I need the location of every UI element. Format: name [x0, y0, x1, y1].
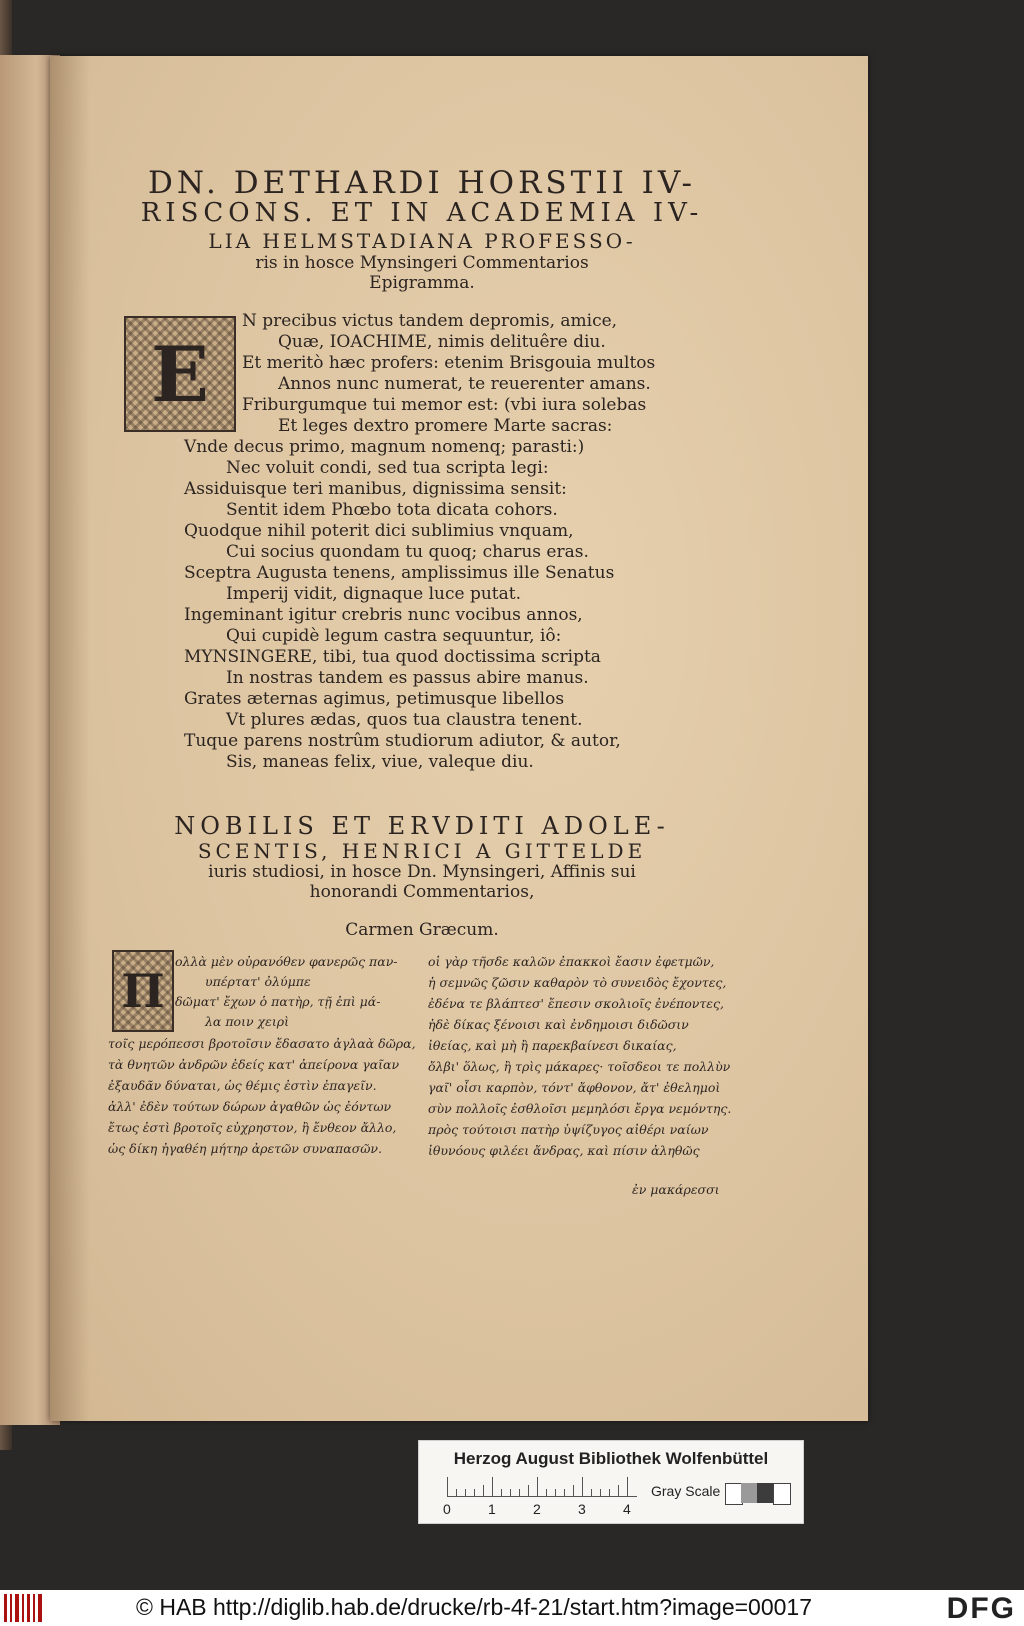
greek-line-right: οἱ γὰρ τῆσδε καλῶν ἐπακκοὶ ἔασιν ἐφετμῶν,: [428, 954, 715, 969]
poem-line: Quodque nihil poterit dici sublimius vnquam,: [184, 521, 574, 541]
poem-line: Quæ, IOACHIME, nimis delituêre diu.: [278, 332, 606, 352]
ruler-number: 2: [533, 1501, 541, 1517]
heading-line-2: RISCONS. ET IN ACADEMIA IV-: [140, 198, 704, 228]
poem-line: Et meritò hæc profers: etenim Brisgouia multos: [242, 353, 656, 373]
poem-line: Assiduisque teri manibus, dignissima sensit:: [184, 479, 567, 499]
greek-line-right: ἠ σεμνῶς ζῶσιν καθαρὸν τὸ συνειδὸς ἔχοντες,: [428, 975, 727, 990]
greek-line-right: ἠδὲ δίκας ξένοισι καὶ ἐνδημοισι διδῶσιν: [428, 1017, 689, 1032]
poem-line: Et leges dextro promere Marte sacras:: [278, 416, 613, 436]
decorated-initial-e: E: [124, 316, 236, 432]
greek-line-left: ἔτως ἐστὶ βροτοῖς εὐχρηστον, ἢ ἔνθεον ἄλλο,: [108, 1120, 397, 1135]
poem-line: Cui socius quondam tu quoq; charus eras.: [226, 542, 589, 562]
heading-line-4: ris in hosce Mynsingeri Commentarios: [255, 253, 589, 273]
gray-swatch: [773, 1483, 791, 1505]
poem-line: Vnde decus primo, magnum nomenq; parasti:): [184, 437, 585, 457]
poem-line: Nec voluit condi, sed tua scripta legi:: [226, 458, 549, 478]
poem-line: Imperij vidit, dignaque luce putat.: [226, 584, 522, 604]
hab-logo-icon: [4, 1594, 44, 1622]
poem-line: Vt plures ædas, quos tua claustra tenent.: [226, 710, 583, 730]
greek-line-left: ἀλλ' ἐδὲν τούτων δώρων ἀγαθῶν ὡς ἐόντων: [108, 1099, 392, 1114]
greek-line-left: ολλὰ μὲν οὐρανόθεν φανερῶς παν-: [175, 954, 398, 969]
footer-bar: [0, 1590, 1024, 1626]
gray-swatch: [741, 1483, 757, 1503]
poem-line: Sceptra Augusta tenens, amplissimus ille Senatus: [184, 563, 615, 583]
greek-line-right: ἰθείας, καὶ μὴ ἢ παρεκβαίνεσι δικαίας,: [428, 1038, 677, 1053]
poem-line: Qui cupidè legum castra sequuntur, iô:: [226, 626, 562, 646]
ruler: [447, 1477, 637, 1497]
heading-line-3: LIA HELMSTADIANA PROFESSO-: [208, 229, 636, 253]
greek-line-right: ἰθυνόους φιλέει ἄνδρας, καὶ πίσιν ἀληθῶς: [428, 1143, 700, 1158]
gray-scale-label: Gray Scale: [651, 1483, 721, 1499]
greek-line-right: γαῖ' οἶσι καρπὸν, τόντ' ἄφθονον, ἄτ' ἐθελημοὶ: [428, 1080, 721, 1095]
greek-line-right: ἐδένα τε βλάπτεσ' ἔπεσιν σκολιοῖς ἐνέποντες,: [428, 996, 724, 1011]
heading2-line-4: honorandi Commentarios,: [309, 882, 535, 902]
ruler-number: 1: [488, 1501, 496, 1517]
heading2-line-2: SCENTIS, HENRICI A GITTELDE: [197, 839, 647, 863]
greek-line-right: ὄλβι' ὅλως, ἢ τρὶς μάκαρες· τοῖσδεοι τε πολλὺν: [428, 1059, 731, 1074]
heading2-line-3: iuris studiosi, in hosce Dn. Mynsingeri, Affinis sui: [208, 862, 636, 882]
poem-line: Sentit idem Phœbo tota dicata cohors.: [226, 500, 558, 520]
poem-line: Ingeminant igitur crebris nunc vocibus annos,: [184, 605, 583, 625]
poem-line: MYNSINGERE, tibi, tua quod doctissima scripta: [184, 647, 601, 667]
heading2-line-1: NOBILIS ET ERVDITI ADOLE-: [174, 812, 670, 840]
poem-line: Grates æternas agimus, petimusque libellos: [184, 689, 565, 709]
color-scale-card: [418, 1440, 804, 1524]
poem-line: Annos nunc numerat, te reuerenter amans.: [278, 374, 651, 394]
poem-line: Friburgumque tui memor est: (vbi iura solebas: [242, 395, 647, 415]
poem-line: N precibus victus tandem depromis, amice,: [242, 311, 618, 331]
greek-line-right: σὺν πολλοῖς ἐσθλοῖσι μεμηλόσι ἔργα νεμόντης.: [428, 1101, 732, 1116]
dfg-logo: DFG: [946, 1592, 1016, 1625]
ruler-number: 4: [623, 1501, 631, 1517]
greek-line-left: τὰ θνητῶν ἀνδρῶν ἐδείς κατ' ἀπείρονα γαῖαν: [108, 1057, 400, 1072]
greek-line-left: ὡς δίκη ἠγαθέη μήτηρ ἀρετῶν συναπασῶν.: [108, 1141, 382, 1156]
poem-line: In nostras tandem es passus abire manus.: [226, 668, 589, 688]
poem-line: Tuque parens nostrûm studiorum adiutor, & autor,: [184, 731, 621, 751]
greek-line-left: λα ποιν χειρὶ: [205, 1014, 289, 1029]
ruler-number: 3: [578, 1501, 586, 1517]
heading-line-5: Epigramma.: [369, 273, 475, 293]
source-url[interactable]: © HAB http://diglib.hab.de/drucke/rb-4f-21/start.htm?image=00017: [136, 1594, 813, 1620]
heading2-line-5: Carmen Græcum.: [345, 920, 499, 940]
library-name: Herzog August Bibliothek Wolfenbüttel: [453, 1449, 769, 1468]
gray-swatch: [757, 1483, 773, 1503]
greek-line-left: υπέρτατ' ὀλύμπε: [205, 974, 311, 989]
catchword: ἐν μακάρεσσι: [632, 1182, 720, 1197]
poem-line: Sis, maneas felix, viue, valeque diu.: [226, 752, 534, 772]
page-gutter-shadow: [50, 56, 90, 1421]
greek-line-left: τοῖς μερόπεσσι βροτοῖσιν ἔδασατο ἀγλαὰ δῶρα,: [108, 1036, 416, 1051]
greek-line-right: πρὸς τούτοισι πατὴρ ὑψίζυγος αἰθέρι ναίων: [428, 1122, 709, 1137]
greek-line-left: δῶματ' ἔχων ὁ πατὴρ, τῇ ἐπὶ μά-: [175, 994, 381, 1009]
ruler-number: 0: [443, 1501, 451, 1517]
decorated-initial-pi: Π: [112, 950, 174, 1032]
heading-line-1: DN. DETHARDI HORSTII IV-: [148, 165, 696, 201]
greek-line-left: ἐξαυδᾶν δύναται, ὡς θέμις ἐστὶν ἐπαγεῖν.: [108, 1078, 377, 1093]
